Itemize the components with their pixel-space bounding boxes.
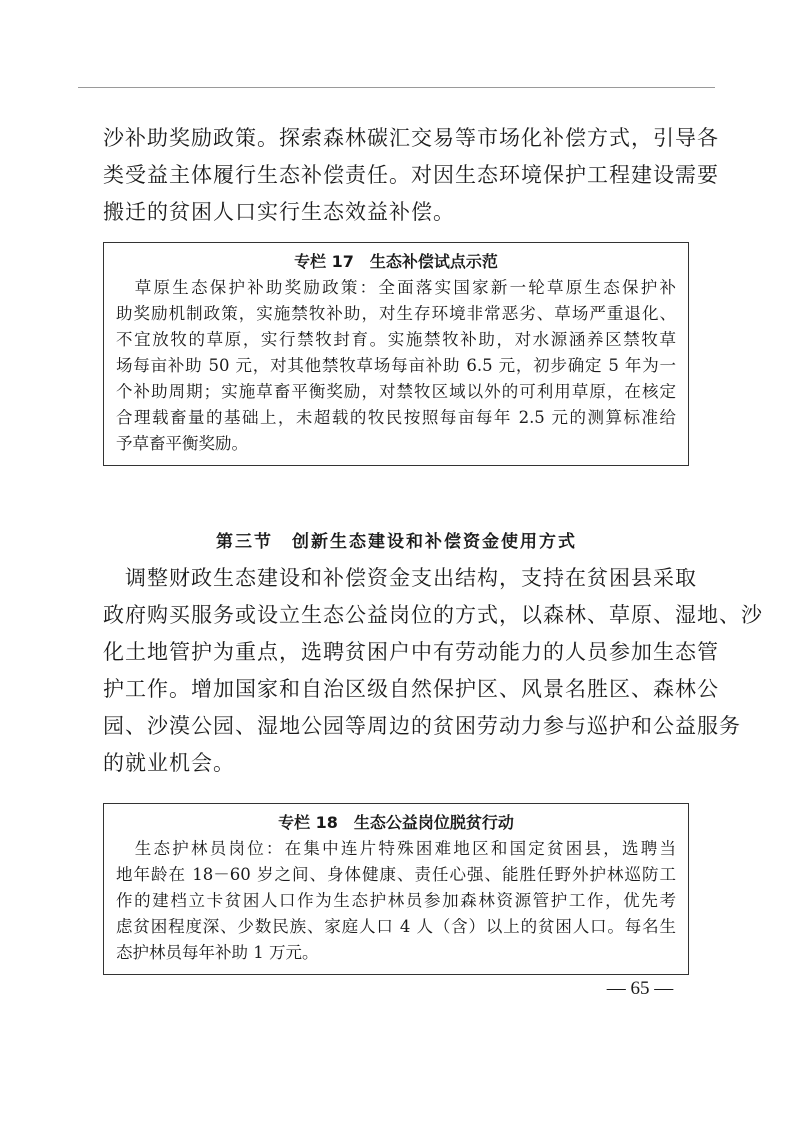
box-line: 作的建档立卡贫困人口作为生态护林员参加森林资源管护工作，优先考 bbox=[116, 891, 676, 910]
box-line: 合理载畜量的基础上，未超载的牧民按照每亩每年 2.5 元的测算标准给 bbox=[116, 408, 676, 427]
text-line: 园、沙漠公园、湿地公园等周边的贫困劳动力参与巡护和公益服务 bbox=[103, 714, 741, 738]
paragraph-section bbox=[103, 560, 763, 782]
box-line: 态护林员每年补助 1 万元。 bbox=[116, 943, 319, 962]
column-box-17 bbox=[103, 242, 689, 466]
box-line: 场每亩补助 50 元，对其他禁牧草场每亩补助 6.5 元，初步确定 5 年为一 bbox=[116, 356, 676, 375]
header-rule bbox=[78, 87, 715, 88]
box-line: 草原生态保护补助奖励政策：全面落实国家新一轮草原生态保护补 bbox=[116, 278, 676, 297]
text-line: 化土地管护为重点，选聘贫困户中有劳动能力的人员参加生态管 bbox=[103, 640, 719, 664]
page-number: — 65 — bbox=[606, 978, 674, 999]
box-line: 助奖励机制政策，实施禁牧补助，对生存环境非常恶劣、草场严重退化、 bbox=[116, 304, 676, 323]
text-line: 类受益主体履行生态补偿责任。对因生态环境保护工程建设需要 bbox=[103, 163, 719, 187]
text-line: 调整财政生态建设和补偿资金支出结构，支持在贫困县采取 bbox=[103, 566, 697, 590]
text-line: 护工作。增加国家和自治区级自然保护区、风景名胜区、森林公 bbox=[103, 677, 719, 701]
text-line: 的就业机会。 bbox=[103, 751, 235, 775]
box-line: 予草畜平衡奖励。 bbox=[116, 434, 248, 453]
box-line: 个补助周期；实施草畜平衡奖励，对禁牧区域以外的可利用草原，在核定 bbox=[116, 382, 676, 401]
text-line: 政府购买服务或设立生态公益岗位的方式，以森林、草原、湿地、沙 bbox=[103, 603, 763, 627]
paragraph-top bbox=[103, 120, 719, 231]
text-line: 沙补助奖励政策。探索森林碳汇交易等市场化补偿方式，引导各 bbox=[103, 126, 719, 150]
box-line: 虑贫困程度深、少数民族、家庭人口 4 人（含）以上的贫困人口。每名生 bbox=[116, 917, 676, 936]
box-title: 专栏 17 生态补偿试点示范 bbox=[294, 252, 498, 271]
box-line: 不宜放牧的草原，实行禁牧封育。实施禁牧补助，对水源涵养区禁牧草 bbox=[116, 330, 676, 349]
box-title: 专栏 18 生态公益岗位脱贫行动 bbox=[278, 813, 514, 832]
box-line: 地年龄在 18－60 岁之间、身体健康、责任心强、能胜任野外护林巡防工 bbox=[116, 865, 676, 884]
box-line: 生态护林员岗位：在集中连片特殊困难地区和国定贫困县，选聘当 bbox=[116, 839, 676, 858]
section-heading: 第三节 创新生态建设和补偿资金使用方式 bbox=[216, 532, 577, 552]
column-box-18 bbox=[103, 803, 689, 975]
text-line: 搬迁的贫困人口实行生态效益补偿。 bbox=[103, 200, 455, 224]
